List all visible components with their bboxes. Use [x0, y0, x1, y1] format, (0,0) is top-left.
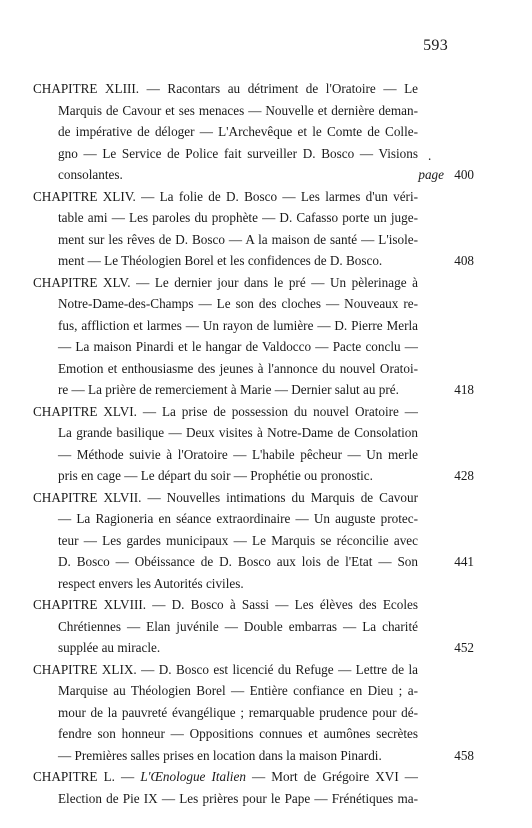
entry-line: Marquise au Théologien Borel — Entière confiance en Dieu ; a- [58, 683, 418, 698]
page-ref: 418 [454, 382, 474, 397]
entry-line: CHAPITRE XLV. — Le dernier jour dans le pré — Un pèlerinage à [33, 274, 418, 290]
entry-line: D. Bosco — Obéissance de D. Bosco aux lois de l'Etat — Son [58, 554, 418, 569]
entry-line: gno — Le Service de Police fait surveiller D. Bosco — Visions [58, 145, 418, 161]
entry-line: — La Ragioneria en séance extraordinaire — Un auguste protec- [58, 511, 418, 526]
toc-entry-xlviii [0, 594, 532, 659]
entry-line: Election de Pie IX — Les prières pour le Pape — Frénétiques ma- [58, 790, 418, 806]
entry-line: de impérative de déloger — L'Archevêque et le Comte de Colle- [58, 124, 418, 139]
entry-line: Chrétiennes — Elan juvénile — Double embarras — La charité [58, 618, 418, 634]
entry-line: CHAPITRE XLVIII. — D. Bosco à Sassi — Les élèves des Ecoles [33, 597, 418, 612]
entry-line: teur — Les gardes municipaux — Le Marquis se réconcilie avec [58, 532, 418, 548]
entry-line: — La maison Pinardi et le hangar de Valdocco — Pacte conclu — [58, 339, 418, 354]
toc-entry-xlvii [0, 487, 532, 595]
entry-line: fendre son honneur — Oppositions connues et aumônes secrètes [58, 726, 418, 741]
toc-entry-xliii [0, 78, 532, 186]
entry-line [33, 766, 418, 788]
entry-line: ment sur les rêves de D. Bosco — A la maison de santé — L'isole- [58, 231, 418, 247]
entry-line: mour de la pauvreté évangélique ; remarquable prudence pour dé- [58, 704, 418, 720]
entry-line: re — La prière de remerciement à Marie — Dernier salut au pré. [58, 382, 399, 397]
stray-mark: . [428, 147, 432, 163]
toc-entry-xliv [0, 186, 532, 272]
table-of-contents [0, 78, 532, 809]
page-ref: 458 [454, 747, 474, 763]
page-ref: 441 [454, 554, 474, 569]
page-label: page [418, 167, 444, 182]
page-ref: 408 [454, 253, 474, 268]
toc-entry-xlix [0, 659, 532, 767]
entry-line: CHAPITRE XLIV. — La folie de D. Bosco — Les larmes d'un véri- [33, 188, 418, 204]
entry-line: ment — Le Théologien Borel et les confidences de D. Bosco. [58, 253, 383, 268]
entry-line: Emotion et enthousiasme des jeunes à l'annonce du nouvel Oratoi- [58, 360, 418, 376]
page-ref: 400 [454, 167, 474, 182]
entry-line-prefix: CHAPITRE L. — [33, 769, 141, 784]
entry-line: supplée au miracle. [58, 640, 161, 655]
toc-entry-xlv [0, 272, 532, 401]
entry-line: CHAPITRE XLVI. — La prise de possession du nouvel Oratoire — [33, 403, 418, 419]
entry-line: Notre-Dame-des-Champs — Le son des cloches — Nouveaux re- [58, 296, 418, 311]
entry-line: Marquis de Cavour et ses menaces — Nouvelle et dernière deman- [58, 102, 418, 118]
toc-entry-l [0, 766, 532, 809]
entry-line: La grande basilique — Deux visites à Notre-Dame de Consolation [58, 425, 418, 440]
entry-line: fus, affliction et larmes — Un rayon de lumière — D. Pierre Merla [58, 317, 418, 333]
entry-line: table ami — Les paroles du prophète — D. Cafasso porte un juge- [58, 210, 418, 225]
entry-line-italic-title: L'Œnologue Italien [140, 769, 246, 784]
entry-line: consolantes. [58, 167, 123, 182]
page-ref: 428 [454, 468, 474, 483]
entry-line: — Premières salles prises en location dans la maison Pinardi. [58, 747, 382, 763]
page-ref: 452 [454, 640, 474, 655]
toc-entry-xlvi [0, 401, 532, 487]
entry-line: — Méthode suivie à l'Oratoire — L'habile pêcheur — Un merle [58, 446, 418, 462]
page-number: 593 [423, 37, 448, 54]
entry-line-suffix: — Mort de Grégoire XVI — [245, 769, 418, 784]
entry-line: respect envers les Autorités civiles. [58, 575, 244, 591]
entry-line: pris en cage — Le départ du soir — Prophétie ou pronostic. [58, 468, 373, 483]
entry-line: CHAPITRE XLIX. — D. Bosco est licencié du Refuge — Lettre de la [33, 661, 418, 677]
entry-line: CHAPITRE XLVII. — Nouvelles intimations du Marquis de Cavour [33, 489, 418, 505]
entry-line: CHAPITRE XLIII. — Racontars au détriment de l'Oratoire — Le [33, 81, 418, 96]
